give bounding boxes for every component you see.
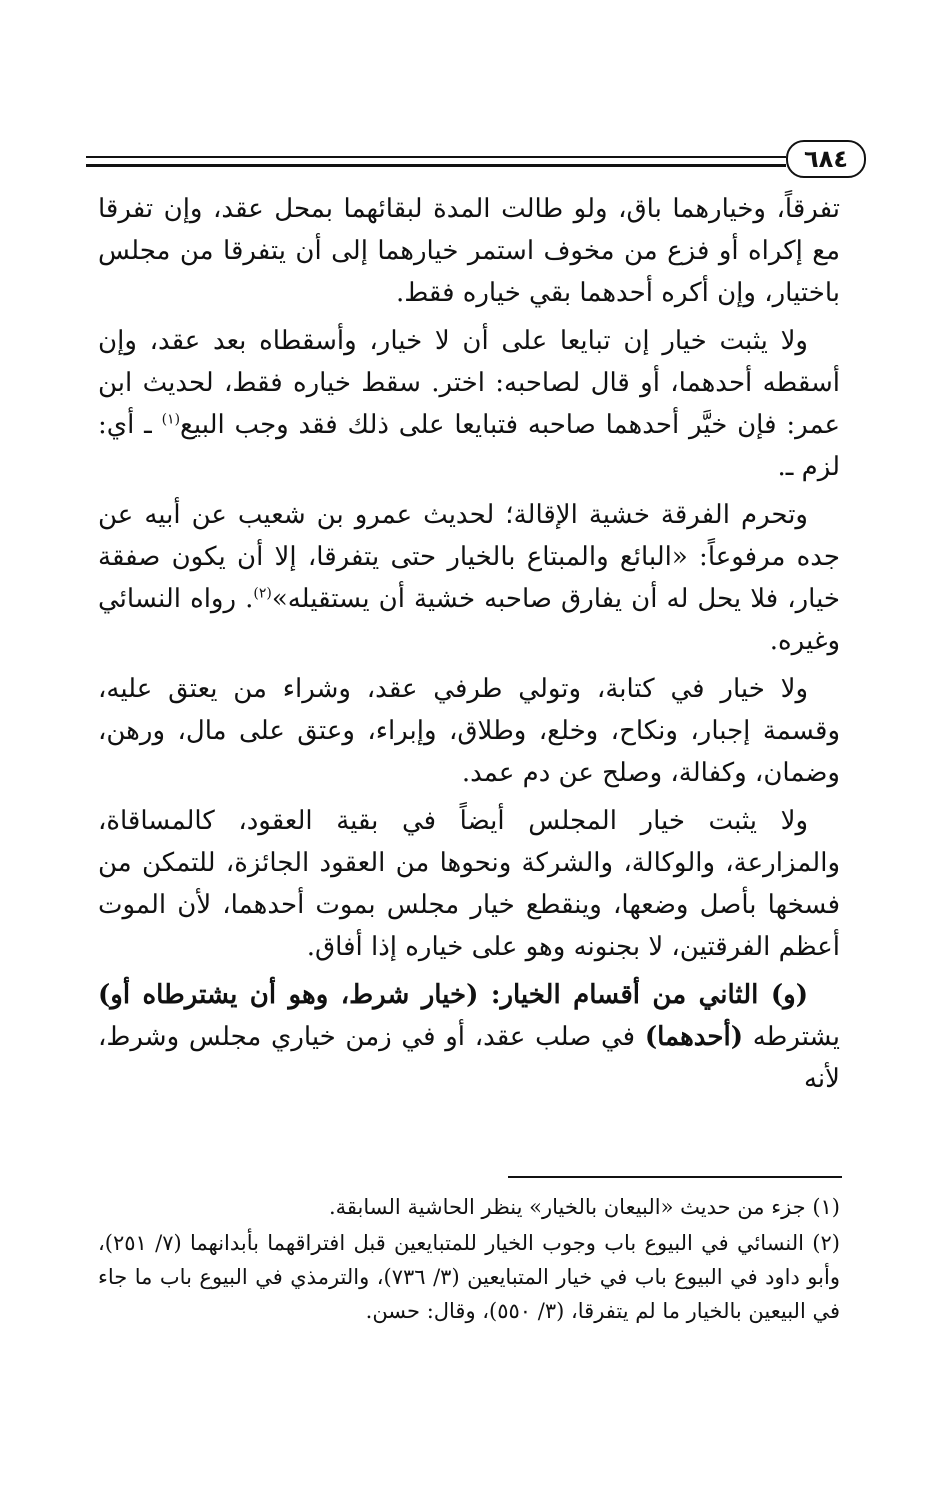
- paragraph-2-text: ولا يثبت خيار إن تبايعا على أن لا خيار، وأسقطاه بعد عقد، وإن أسقطه أحدهما، أو قال لصاحبه: اختر. سقط خياره فقط، لحديث ابن عمر: فإن خيَّر أحدهما صاحبه فتبايعا على ذلك فقد وجب البيع: [98, 326, 840, 440]
- paragraph-6-text: يشترطه: [743, 1022, 840, 1052]
- matn-text-1: (و) الثاني من أقسام الخيار:: [478, 980, 808, 1010]
- paragraph-3-text: وتحرم الفرقة خشية الإقالة؛ لحديث عمرو بن شعيب عن أبيه عن جده مرفوعاً: «البائع والمبتاع بالخيار حتى يتفرقا، إلا أن يكون صفقة خيار، فلا يحل له أن يفارق صاحبه خشية أن يستقيله»: [98, 500, 840, 614]
- matn-text-2: (خيار شرط، وهو أن يشترطاه أو): [98, 980, 479, 1010]
- footnote-ref-2: (٢): [253, 585, 272, 602]
- paragraph-2-tail: ـ أي: لزم ـ.: [98, 410, 840, 482]
- paragraph-5: ولا يثبت خيار المجلس أيضاً في بقية العقود، كالمساقاة، والمزارعة، والوكالة، والشركة ونحوها من العقود الجائزة، للتمكن من فسخها بأصل وضعها، وينقطع خيار مجلس بموت أحدهما، لأن الموت أعظم الفرقتين، لا بجنونه وهو على خياره إذا أفاق.: [98, 806, 840, 962]
- footnote-ref-1: (١): [161, 411, 181, 428]
- page-number: ٦٨٤: [786, 140, 866, 178]
- header-double-rule: [86, 156, 786, 167]
- paragraph-3: [98, 494, 840, 662]
- footnote-separator: [508, 1176, 842, 1178]
- footnote-1: (١) جزء من حديث «البيعان بالخيار» ينظر الحاشية السابقة.: [329, 1195, 840, 1219]
- matn-text-3: (أحدهما): [644, 1022, 744, 1052]
- paragraph-4: ولا خيار في كتابة، وتولي طرفي عقد، وشراء من يعتق عليه، وقسمة إجبار، ونكاح، وخلع، وطلاق، وإبراء، وعتق على مال، ورهن، وضمان، وكفالة، وصلح عن دم عمد.: [98, 674, 840, 788]
- page-header: [86, 140, 866, 184]
- footnote-2: (٢) النسائي في البيوع باب وجوب الخيار للمتبايعين قبل افتراقهما بأبدانهما (٧/ ٢٥١)، وأبو داود في البيوع باب في خيار المتبايعين (٣/ ٧٣٦)، والترمذي في البيوع باب ما جاء في البيعين بالخيار ما لم يتفرقا، (٣/ ٥٥٠)، وقال: حسن.: [98, 1231, 840, 1323]
- footnotes: [98, 1190, 840, 1330]
- paragraph-2: [98, 320, 840, 488]
- paragraph-1: تفرقاً، وخيارهما باق، ولو طالت المدة لبقائهما بمحل عقد، وإن تفرقا مع إكراه أو فزع من مخوف استمر خيارهما إلى أن يتفرقا من مجلس باختيار، وإن أكره أحدهما بقي خياره فقط.: [98, 194, 840, 308]
- paragraph-6: [98, 974, 840, 1100]
- paragraph-6-tail: في صلب عقد، أو في زمن خياري مجلس وشرط، لأنه: [98, 1022, 840, 1094]
- main-text: [98, 188, 840, 1106]
- paragraph-3-tail: . رواه النسائي وغيره.: [98, 584, 840, 656]
